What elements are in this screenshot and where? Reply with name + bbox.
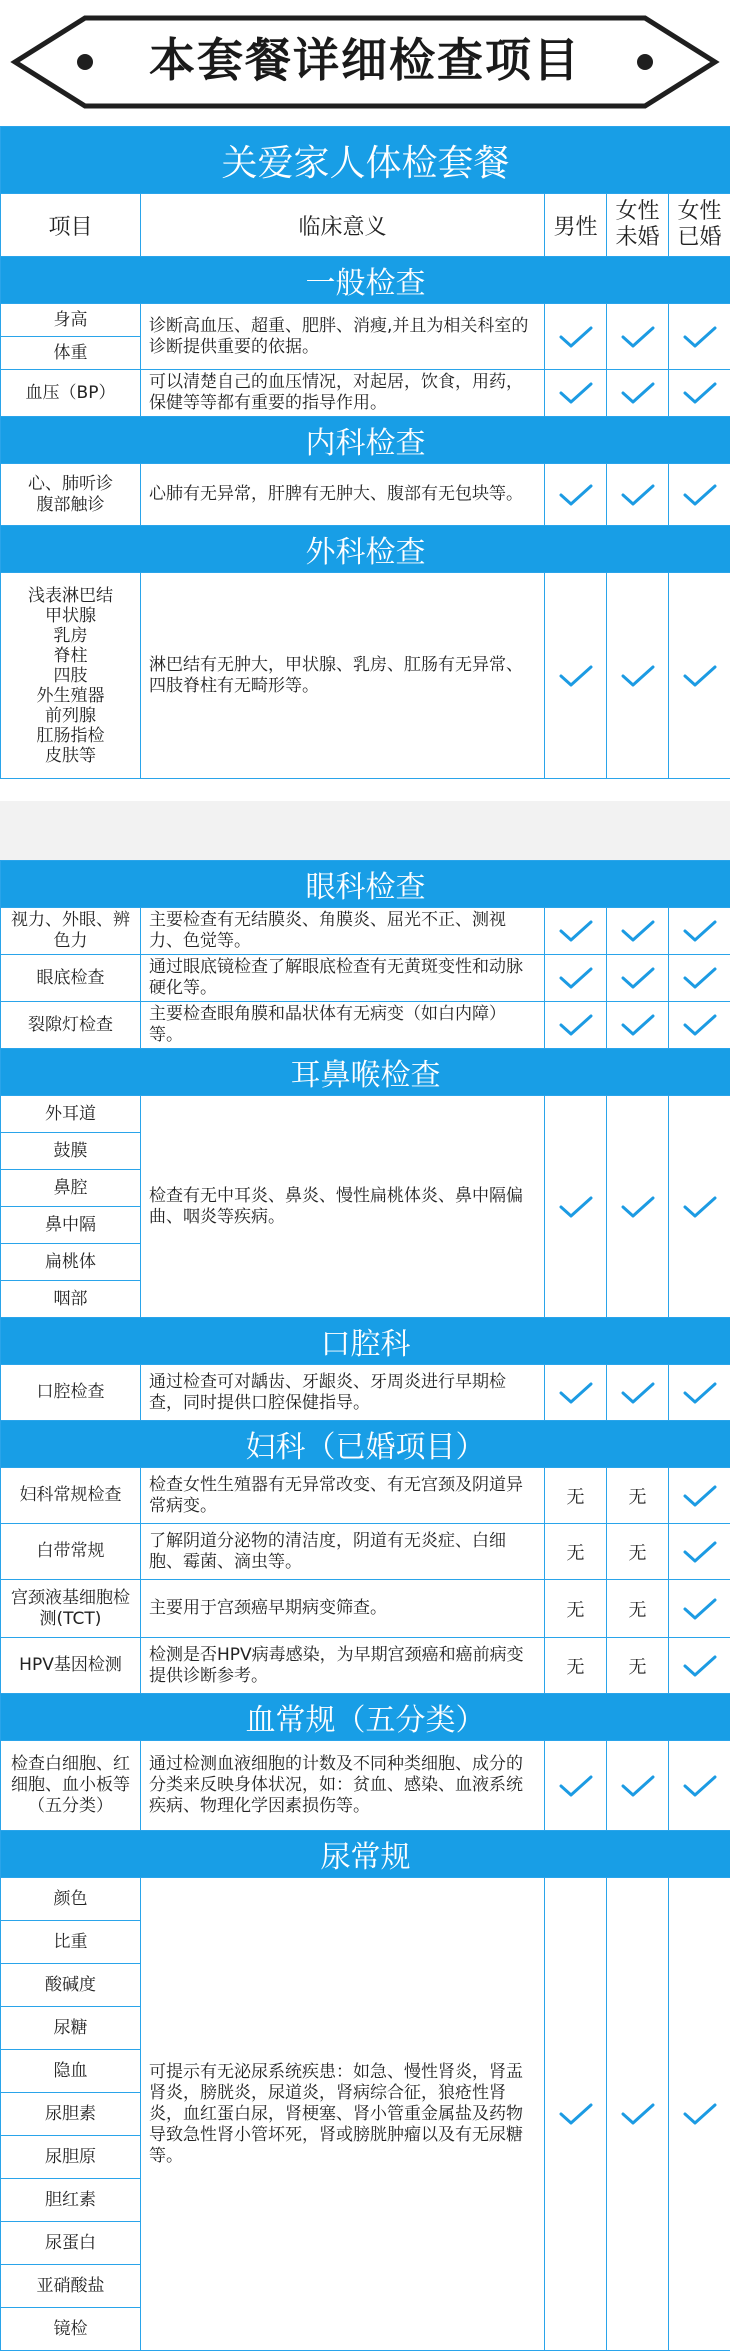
col-item-header: 项目 [1,194,141,257]
section-title-surgery: 外科检查 [1,526,730,573]
none-mark: 无 [545,1580,607,1638]
item-surgery: 浅表淋巴结 甲状腺 乳房 脊柱 四肢 外生殖器 前列腺 肛肠指检 皮肤等 [1,573,141,779]
check-icon [682,1380,718,1406]
item-urine: 颜色 [1,1878,141,1921]
check-cell [607,370,669,417]
section-title-blood: 血常规（五分类） [1,1694,730,1741]
desc-gyn: 检查女性生殖器有无异常改变、有无宫颈及阴道异常病变。 [141,1468,545,1524]
check-icon [620,1773,656,1799]
section-title-eye: 眼科检查 [1,861,730,908]
check-icon [558,1380,594,1406]
none-mark: 无 [545,1468,607,1524]
check-cell [607,1365,669,1421]
check-icon [682,918,718,944]
none-mark: 无 [607,1580,669,1638]
desc-oral: 通过检查可对龋齿、牙龈炎、牙周炎进行早期检查，同时提供口腔保健指导。 [141,1365,545,1421]
desc-blood: 通过检测血液细胞的计数及不同种类细胞、成分的分类来反映身体状况，如：贫血、感染、血液系统疾病、物理化学因素损伤等。 [141,1741,545,1831]
item-bp: 血压（BP） [1,370,141,417]
check-cell [607,573,669,779]
check-cell [545,1096,607,1318]
desc-fundus: 通过眼底镜检查了解眼底检查有无黄斑变性和动脉硬化等。 [141,955,545,1002]
check-cell [607,1878,669,2351]
check-cell [669,370,730,417]
item-urine: 镜检 [1,2308,141,2351]
banner-title: 本套餐详细检查项目 [0,20,730,100]
item-urine: 胆红素 [1,2179,141,2222]
item-gyn: 白带常规 [1,1524,141,1580]
section-title-ent: 耳鼻喉检查 [1,1049,730,1096]
checkup-table-part2 [0,860,730,2351]
check-cell [545,1878,607,2351]
check-cell [669,1878,730,2351]
item-urine: 尿蛋白 [1,2222,141,2265]
check-icon [682,663,718,689]
check-cell [607,1741,669,1831]
item-urine: 酸碱度 [1,1964,141,2007]
desc-urine: 可提示有无泌尿系统疾患：如急、慢性肾炎，肾盂肾炎，膀胱炎，尿道炎，肾病综合征，狼疮性肾炎，血红蛋白尿，肾梗塞、肾小管重金属盐及药物导致急性肾小管坏死，肾或膀胱肿瘤以及有无尿糖等。 [141,1878,545,2351]
item-ent: 鼻腔 [1,1170,141,1207]
check-cell [545,573,607,779]
check-cell [545,955,607,1002]
check-icon [682,380,718,406]
col-female-single-header: 女性未婚 [607,194,669,257]
section-title-urine: 尿常规 [1,1831,730,1878]
desc-slit-lamp: 主要检查眼角膜和晶状体有无病变（如白内障）等。 [141,1002,545,1049]
item-vision: 视力、外眼、辨色力 [1,908,141,955]
check-cell [607,1096,669,1318]
item-ent: 咽部 [1,1281,141,1318]
desc-internal: 心肺有无异常，肝脾有无肿大、腹部有无包块等。 [141,464,545,526]
item-urine: 亚硝酸盐 [1,2265,141,2308]
check-cell [607,1002,669,1049]
desc-height-weight: 诊断高血压、超重、肥胖、消瘦,并且为相关科室的诊断提供重要的依据。 [141,304,545,370]
check-icon [558,324,594,350]
item-urine: 尿胆素 [1,2093,141,2136]
check-cell [607,955,669,1002]
check-icon [620,324,656,350]
desc-bp: 可以清楚自己的血压情况，对起居，饮食，用药，保健等等都有重要的指导作用。 [141,370,545,417]
check-cell [669,573,730,779]
check-icon [620,1194,656,1220]
check-cell [669,464,730,526]
item-ent: 扁桃体 [1,1244,141,1281]
check-cell [607,908,669,955]
item-weight: 体重 [1,337,141,370]
check-icon [558,663,594,689]
check-cell [669,1524,730,1580]
check-icon [558,918,594,944]
check-icon [682,1483,718,1509]
check-icon [558,1194,594,1220]
check-cell [669,1002,730,1049]
check-cell [545,304,607,370]
item-urine: 隐血 [1,2050,141,2093]
check-icon [682,965,718,991]
check-icon [558,482,594,508]
check-cell [669,1096,730,1318]
check-cell [545,1365,607,1421]
check-icon [558,965,594,991]
check-cell [669,1638,730,1694]
item-internal: 心、肺听诊 腹部触诊 [1,464,141,526]
item-urine: 比重 [1,1921,141,1964]
check-cell [607,304,669,370]
section-gap [0,801,730,860]
check-cell [545,464,607,526]
check-icon [620,965,656,991]
check-cell [545,1002,607,1049]
check-icon [558,1012,594,1038]
item-blood: 检查白细胞、红细胞、血小板等（五分类） [1,1741,141,1831]
check-icon [620,1380,656,1406]
section-title-gyn: 妇科（已婚项目） [1,1421,730,1468]
none-mark: 无 [545,1638,607,1694]
none-mark: 无 [607,1638,669,1694]
item-ent: 鼻中隔 [1,1207,141,1244]
check-cell [669,1365,730,1421]
item-slit-lamp: 裂隙灯检查 [1,1002,141,1049]
check-cell [669,955,730,1002]
desc-gyn: 检测是否HPV病毒感染，为早期宫颈癌和癌前病变提供诊断参考。 [141,1638,545,1694]
col-female-married-header: 女性已婚 [669,194,730,257]
check-icon [620,918,656,944]
desc-gyn: 主要用于宫颈癌早期病变筛查。 [141,1580,545,1638]
check-cell [545,908,607,955]
check-icon [682,1012,718,1038]
none-mark: 无 [545,1524,607,1580]
checkup-table-part1 [0,126,730,779]
item-gyn: 宫颈液基细胞检测(TCT) [1,1580,141,1638]
desc-surgery: 淋巴结有无肿大，甲状腺、乳房、肛肠有无异常、四肢脊柱有无畸形等。 [141,573,545,779]
package-title: 关爱家人体检套餐 [1,127,730,194]
check-cell [545,370,607,417]
section-title-oral: 口腔科 [1,1318,730,1365]
section-title-general: 一般检查 [1,257,730,304]
check-icon [682,1773,718,1799]
item-gyn: HPV基因检测 [1,1638,141,1694]
check-icon [620,380,656,406]
item-urine: 尿糖 [1,2007,141,2050]
desc-gyn: 了解阴道分泌物的清洁度，阴道有无炎症、白细胞、霉菌、滴虫等。 [141,1524,545,1580]
check-icon [682,1194,718,1220]
item-ent: 鼓膜 [1,1133,141,1170]
col-male-header: 男性 [545,194,607,257]
col-meaning-header: 临床意义 [141,194,545,257]
desc-ent: 检查有无中耳炎、鼻炎、慢性扁桃体炎、鼻中隔偏曲、咽炎等疾病。 [141,1096,545,1318]
section-title-internal: 内科检查 [1,417,730,464]
none-mark: 无 [607,1468,669,1524]
check-icon [682,1653,718,1679]
check-cell [669,304,730,370]
check-icon [682,1539,718,1565]
check-cell [607,464,669,526]
check-icon [558,1773,594,1799]
check-icon [620,2101,656,2127]
check-cell [669,1741,730,1831]
item-gyn: 妇科常规检查 [1,1468,141,1524]
check-icon [682,1596,718,1622]
item-height: 身高 [1,304,141,337]
check-cell [545,1741,607,1831]
desc-vision: 主要检查有无结膜炎、角膜炎、屈光不正、测视力、色觉等。 [141,908,545,955]
item-ent: 外耳道 [1,1096,141,1133]
check-icon [620,1012,656,1038]
item-urine: 尿胆原 [1,2136,141,2179]
none-mark: 无 [607,1524,669,1580]
check-icon [558,2101,594,2127]
item-fundus: 眼底检查 [1,955,141,1002]
check-icon [620,663,656,689]
check-cell [669,1580,730,1638]
banner [0,0,730,120]
check-icon [620,482,656,508]
check-cell [669,908,730,955]
item-oral: 口腔检查 [1,1365,141,1421]
check-cell [669,1468,730,1524]
check-icon [682,324,718,350]
check-icon [682,2101,718,2127]
check-icon [682,482,718,508]
check-icon [558,380,594,406]
